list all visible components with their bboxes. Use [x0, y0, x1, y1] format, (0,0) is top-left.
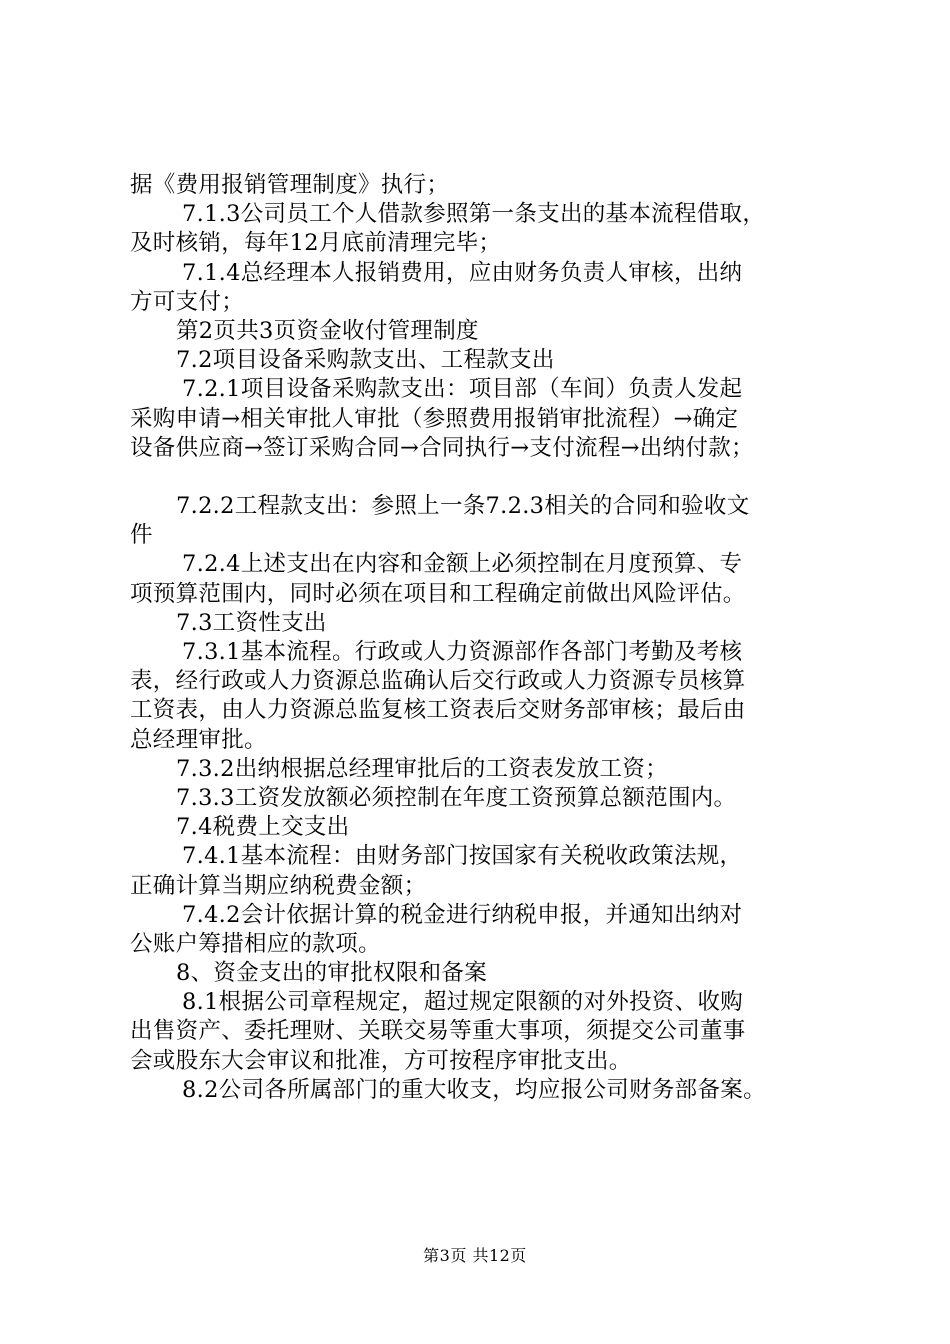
- text-line: 采购申请→相关审批人审批（参照费用报销审批流程）→确定: [130, 405, 739, 432]
- text-line: 7.1.3公司员工个人借款参照第一条支出的基本流程借取，: [182, 201, 766, 228]
- text-line: 7.2.4上述支出在内容和金额上必须控制在月度预算、专: [182, 551, 743, 578]
- text-line: 8.1根据公司章程规定，超过规定限额的对外投资、收购: [182, 989, 744, 1016]
- text-line: 7.1.4总经理本人报销费用，应由财务负责人审核，出纳: [182, 259, 743, 286]
- text-line: 正确计算当期应纳税费金额；: [130, 872, 427, 899]
- text-line: 7.3.2出纳根据总经理审批后的工资表发放工资；: [176, 755, 668, 782]
- text-line: 公账户筹措相应的款项。: [130, 930, 381, 957]
- text-line: 据《费用报销管理制度》执行；: [130, 172, 450, 198]
- text-line: 件: [130, 522, 153, 549]
- text-line: 会或股东大会审议和批准，方可按程序审批支出。: [130, 1047, 632, 1074]
- text-line: 7.2项目设备采购款支出、工程款支出: [176, 347, 555, 374]
- text-line: 工资表，由人力资源总监复核工资表后交财务部审核；最后由: [130, 697, 746, 724]
- text-line: 及时核销，每年12月底前清理完毕；: [130, 230, 502, 257]
- blank-line: [130, 463, 842, 492]
- text-line: 方可支付；: [130, 288, 245, 315]
- text-line: 7.4税费上交支出: [176, 814, 350, 841]
- page-footer: 第3页 共12页: [423, 1246, 527, 1265]
- text-line: 7.3.1基本流程。行政或人力资源部作各部门考勤及考核: [182, 639, 743, 665]
- text-line: 7.2.1项目设备采购款支出：项目部（车间）负责人发起: [182, 376, 743, 403]
- text-line: 出售资产、委托理财、关联交易等重大事项，须提交公司董事: [130, 1018, 746, 1045]
- text-line: 7.3工资性支出: [176, 609, 327, 636]
- text-line: 第2页共3页资金收付管理制度: [176, 317, 479, 344]
- text-line: 项预算范围内，同时必须在项目和工程确定前做出风险评估。: [130, 580, 746, 607]
- text-line: 总经理审批。: [130, 726, 267, 753]
- text-line: 表，经行政或人力资源总监确认后交行政或人力资源专员核算: [130, 668, 746, 695]
- text-line: 7.2.2工程款支出：参照上一条7.2.3相关的合同和验收文: [176, 493, 750, 520]
- document-body: [130, 171, 842, 1105]
- text-line: 8、资金支出的审批权限和备案: [176, 960, 488, 987]
- text-line: 8.2公司各所属部门的重大收支，均应报公司财务部备案。: [182, 1076, 766, 1103]
- text-line: 7.4.2会计依据计算的税金进行纳税申报，并通知出纳对: [182, 901, 743, 928]
- text-line: 设备供应商→签订采购合同→合同执行→支付流程→出纳付款；: [130, 434, 754, 461]
- text-line: 7.3.3工资发放额必须控制在年度工资预算总额范围内。: [176, 784, 737, 811]
- text-line: 7.4.1基本流程：由财务部门按国家有关税收政策法规，: [182, 843, 743, 870]
